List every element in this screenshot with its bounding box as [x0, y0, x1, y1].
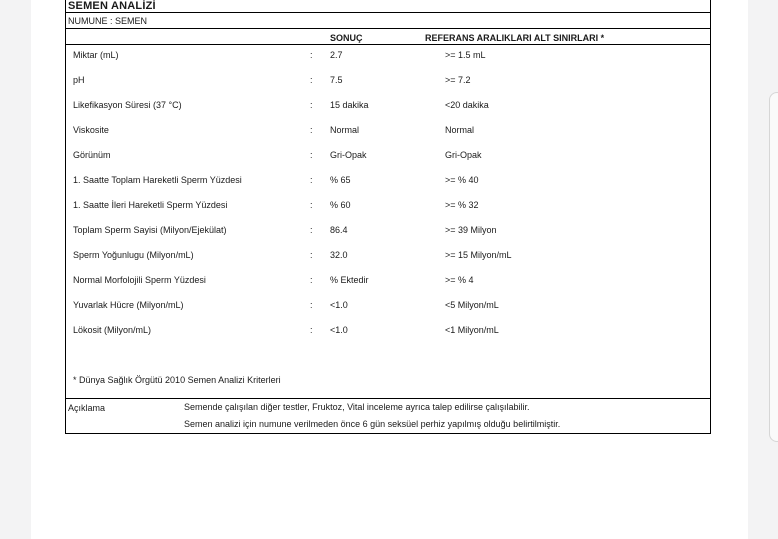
table-row	[66, 250, 710, 264]
row-result: Normal	[330, 125, 360, 135]
row-label: Viskosite	[73, 125, 109, 135]
row-reference: >= % 4	[445, 275, 474, 285]
row-label: Yuvarlak Hücre (Milyon/mL)	[73, 300, 184, 310]
report-title: SEMEN ANALİZİ	[68, 0, 156, 12]
row-reference: <5 Milyon/mL	[445, 300, 499, 310]
table-row	[66, 200, 710, 214]
title-divider	[66, 12, 710, 13]
row-label: pH	[73, 75, 85, 85]
row-separator: :	[310, 225, 313, 235]
table-row	[66, 125, 710, 139]
row-reference: <20 dakika	[445, 100, 489, 110]
table-row	[66, 325, 710, 339]
row-separator: :	[310, 275, 313, 285]
row-result: 15 dakika	[330, 100, 369, 110]
sample-label: NUMUNE : SEMEN	[68, 16, 148, 26]
row-result: Gri-Opak	[330, 150, 367, 160]
result-header: SONUÇ	[330, 33, 363, 43]
note-line-2: Semen analizi için numune verilmeden önce 6 gün seksüel perhiz yapılmış olduğu belirtilmiştir.	[184, 419, 561, 429]
scroll-handle[interactable]	[769, 92, 778, 442]
table-row	[66, 75, 710, 89]
document-page	[31, 0, 748, 539]
note-line-1: Semende çalışılan diğer testler, Fruktoz, Vital inceleme ayrıca talep edilirse çalışılabilir.	[184, 402, 530, 412]
row-separator: :	[310, 300, 313, 310]
table-row	[66, 225, 710, 239]
row-separator: :	[310, 100, 313, 110]
row-reference: >= 1.5 mL	[445, 50, 486, 60]
row-result: <1.0	[330, 325, 348, 335]
row-result: 86.4	[330, 225, 348, 235]
sample-divider	[66, 28, 710, 29]
reference-header: REFERANS ARALIKLARI ALT SINIRLARI *	[425, 33, 605, 43]
row-result: 32.0	[330, 250, 348, 260]
row-label: 1. Saatte İleri Hareketli Sperm Yüzdesi	[73, 200, 228, 210]
row-separator: :	[310, 325, 313, 335]
row-label: Toplam Sperm Sayisi (Milyon/Ejekülat)	[73, 225, 227, 235]
row-reference: <1 Milyon/mL	[445, 325, 499, 335]
row-label: Miktar (mL)	[73, 50, 119, 60]
row-separator: :	[310, 75, 313, 85]
row-reference: Gri-Opak	[445, 150, 482, 160]
table-row	[66, 300, 710, 314]
row-reference: >= % 32	[445, 200, 479, 210]
row-label: Normal Morfolojili Sperm Yüzdesi	[73, 275, 206, 285]
footnote: * Dünya Sağlık Örgütü 2010 Semen Analizi Kriterleri	[73, 375, 281, 385]
row-reference: >= 15 Milyon/mL	[445, 250, 512, 260]
row-separator: :	[310, 250, 313, 260]
row-label: Lökosit (Milyon/mL)	[73, 325, 152, 335]
row-reference: Normal	[445, 125, 475, 135]
row-separator: :	[310, 200, 313, 210]
table-row	[66, 100, 710, 114]
row-result: 7.5	[330, 75, 343, 85]
row-separator: :	[310, 125, 313, 135]
row-separator: :	[310, 150, 313, 160]
row-separator: :	[310, 50, 313, 60]
row-reference: >= 7.2	[445, 75, 471, 85]
row-result: % 60	[330, 200, 351, 210]
table-row	[66, 175, 710, 189]
note-divider	[66, 398, 710, 399]
row-result: % Ektedir	[330, 275, 369, 285]
row-result: % 65	[330, 175, 351, 185]
table-row	[66, 150, 710, 164]
table-row	[66, 50, 710, 64]
row-result: <1.0	[330, 300, 348, 310]
semen-analysis-report	[65, 0, 711, 434]
row-reference: >= % 40	[445, 175, 479, 185]
row-result: 2.7	[330, 50, 343, 60]
row-reference: >= 39 Milyon	[445, 225, 497, 235]
table-row	[66, 275, 710, 289]
header-divider	[66, 44, 710, 45]
row-separator: :	[310, 175, 313, 185]
note-label: Açıklama	[68, 403, 106, 413]
row-label: Sperm Yoğunlugu (Milyon/mL)	[73, 250, 194, 260]
row-label: 1. Saatte Toplam Hareketli Sperm Yüzdesi	[73, 175, 242, 185]
row-label: Görünüm	[73, 150, 111, 160]
row-label: Likefikasyon Süresi (37 °C)	[73, 100, 182, 110]
